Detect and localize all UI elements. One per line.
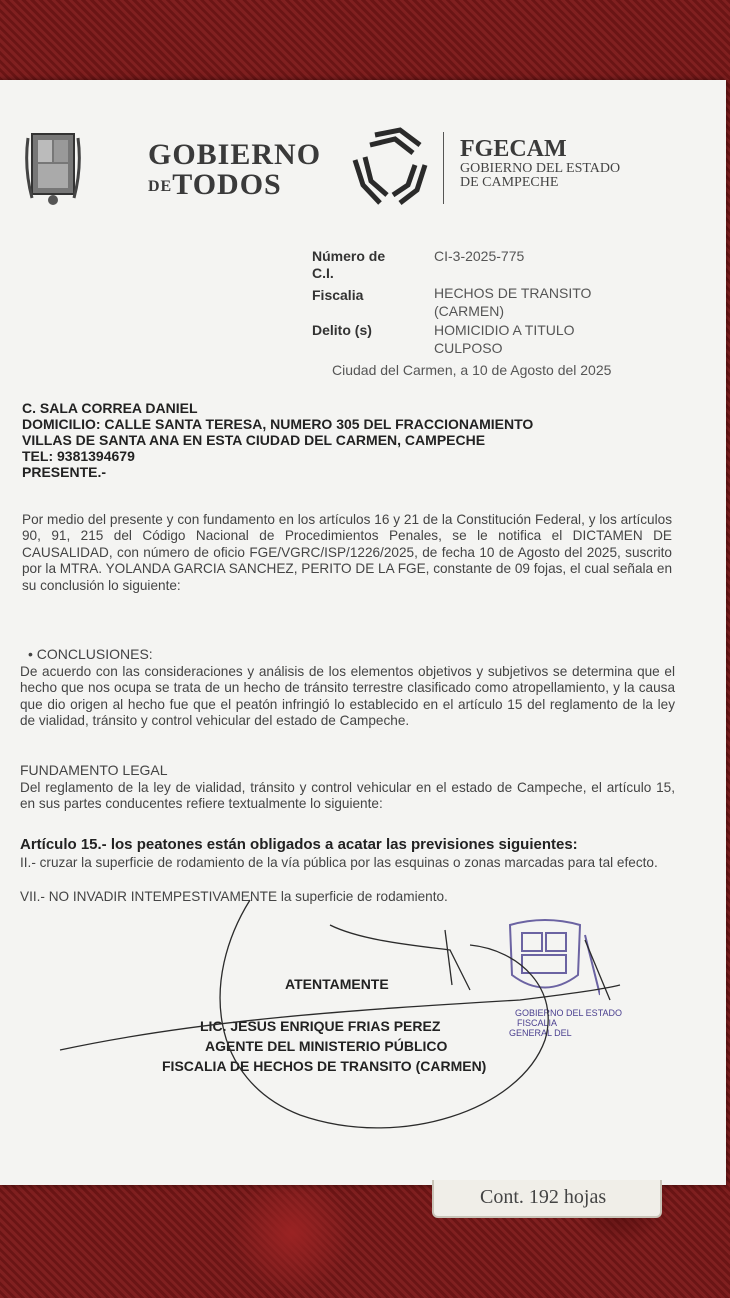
conclusiones-text: De acuerdo con las consideraciones y análisis de los elementos objetivos y subjetivos se determina que el hecho que nos ocupa se trata de un hecho de tránsito terrestre clasificado como atropellamiento, y la causa que dio origen al hecho fue que el peatón infringió lo establecido en el artículo 15 del reglamento de la ley de vialidad, tránsito y control vehicular del estado de Campeche. (20, 664, 675, 729)
document-date: Ciudad del Carmen, a 10 de Agosto del 2025 (332, 362, 612, 378)
delito-value-2: CULPOSO (434, 340, 503, 356)
campeche-coat-of-arms-icon (24, 128, 82, 208)
official-seal-stamp-icon (490, 915, 600, 1005)
recipient-presente: PRESENTE.- (22, 464, 107, 480)
fge-sub-line2: DE CAMPECHE (460, 175, 559, 190)
conclusiones-heading: • CONCLUSIONES: (28, 646, 153, 662)
notification-paragraph (22, 512, 672, 594)
fundamento-heading: FUNDAMENTO LEGAL (20, 762, 168, 778)
gobierno-text: GOBIERNO (148, 138, 322, 171)
numero-label: Número de (312, 248, 386, 264)
fiscalia-value-2: (CARMEN) (434, 303, 504, 319)
articulo-heading: Artículo 15.- los peatones están obligados a acatar las previsiones siguientes: (20, 836, 578, 853)
fgecam-title: FGECAM (460, 136, 567, 162)
fundamento-text: Del reglamento de la ley de vialidad, tránsito y control vehicular en el estado de Campeche, el artículo 15, en sus partes conducentes refiere textualmente lo siguiente: (20, 780, 675, 812)
numero-label-2: C.I. (312, 265, 334, 281)
signer-office: FISCALIA DE HECHOS DE TRANSITO (CARMEN) (162, 1058, 487, 1074)
gobierno-de-todos-logo (148, 140, 321, 202)
delito-value-1: HOMICIDIO A TITULO (434, 322, 575, 338)
todos-text: TODOS (172, 168, 282, 201)
recipient-address-2: VILLAS DE SANTA ANA EN ESTA CIUDAD DEL CARMEN, CAMPECHE (22, 432, 486, 448)
fiscalia-value-1: HECHOS DE TRANSITO (434, 285, 592, 301)
stamp-text (505, 1008, 622, 1038)
stamp-line-1: GOBIERNO DEL ESTADO (515, 1008, 623, 1018)
numero-value: CI-3-2025-775 (434, 248, 525, 264)
recipient-address-1: DOMICILIO: CALLE SANTA TERESA, NUMERO 305 DEL FRACCIONAMIENTO (22, 416, 534, 432)
signer-role: AGENTE DEL MINISTERIO PÚBLICO (205, 1038, 448, 1054)
fgecam-subtitle (460, 162, 620, 190)
delito-label: Delito (s) (312, 322, 372, 338)
notification-text: Por medio del presente y con fundamento en los artículos 16 y 21 de la Constitución Federal, y los artículos 90, 91, 215 del Código Nacional de Procedimientos Penales, se le notifica el DICTAMEN DE CAUSALIDAD, con número de oficio FGE/VGRC/ISP/1226/2025, de fecha 10 de Agosto del 2025, suscrito por la MTRA. YOLANDA GARCIA SANCHEZ, PERITO DE LA FGE, constante de 09 fojas, el cual señala en su conclusión lo siguiente: (22, 512, 673, 593)
stamp-line-3: GENERAL DEL (509, 1028, 572, 1038)
recipient-name: C. SALA CORREA DANIEL (22, 400, 198, 416)
articulo-item-1: II.- cruzar la superficie de rodamiento de la vía pública por las esquinas o zonas marcadas para tal efecto. (20, 855, 658, 870)
de-text: DE (148, 178, 173, 196)
recipient-block (22, 400, 672, 480)
fiscalia-label: Fiscalia (312, 287, 364, 303)
fgecam-swirl-logo-icon (345, 125, 435, 210)
fge-sub-line1: GOBIERNO DEL ESTADO (460, 161, 621, 176)
atentamente: ATENTAMENTE (285, 976, 389, 992)
signer-name: LIC. JESUS ENRIQUE FRIAS PEREZ (200, 1018, 441, 1034)
folder-tab-label: Cont. 192 hojas (480, 1186, 607, 1208)
header-divider (443, 132, 444, 204)
recipient-phone: TEL: 9381394679 (22, 448, 135, 464)
articulo-item-2: VII.- NO INVADIR INTEMPESTIVAMENTE la superficie de rodamiento. (20, 889, 448, 904)
stamp-line-2: FISCALIA (517, 1018, 558, 1028)
